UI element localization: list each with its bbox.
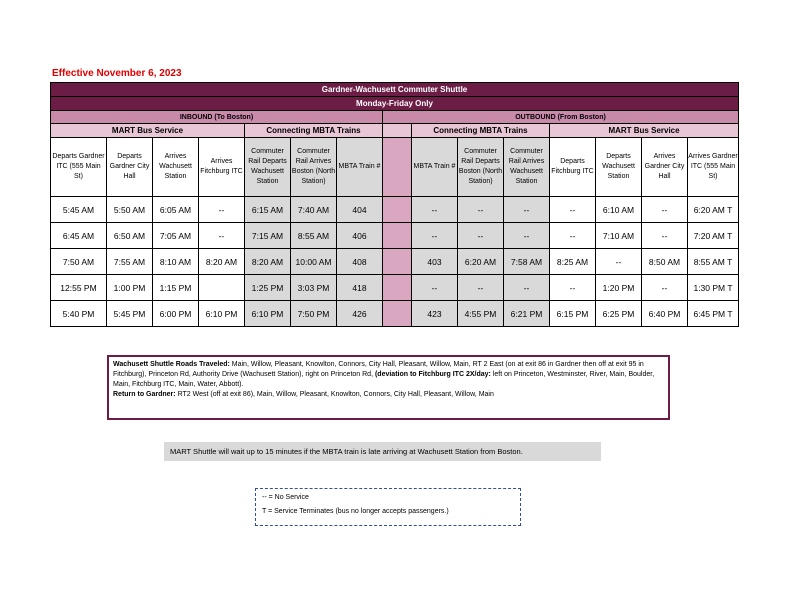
table-cell: 6:15 PM [550,301,596,327]
roads-traveled-box [107,355,670,420]
table-cell: 8:20 AM [199,249,245,275]
table-cell: 12:55 PM [51,275,107,301]
table-cell: 408 [337,249,383,275]
table-cell: 7:15 AM [245,223,291,249]
table-cell: -- [412,275,458,301]
table-cell: 6:25 PM [596,301,642,327]
table-cell: 6:45 PM T [688,301,739,327]
table-cell [383,301,412,327]
table-cell: -- [550,275,596,301]
table-cell: -- [199,223,245,249]
group-mbta-inbound: Connecting MBTA Trains [245,124,383,138]
group-mbta-outbound: Connecting MBTA Trains [412,124,550,138]
table-cell: 7:20 AM T [688,223,739,249]
column-header: Arrives Gardner City Hall [642,138,688,197]
group-mart-outbound: MART Bus Service [550,124,739,138]
column-header: Departs Gardner ITC (555 Main St) [51,138,107,197]
schedule-table [50,82,739,327]
table-cell: 8:25 AM [550,249,596,275]
inbound-label: INBOUND (To Boston) [51,111,383,124]
table-row [51,249,739,275]
table-cell: -- [550,197,596,223]
table-row [51,197,739,223]
table-cell: -- [458,197,504,223]
outbound-label: OUTBOUND (From Boston) [383,111,739,124]
table-cell: 404 [337,197,383,223]
roads-label: Wachusett Shuttle Roads Traveled: [113,361,230,368]
table-cell: 8:20 AM [245,249,291,275]
table-cell: 1:00 PM [107,275,153,301]
table-cell: -- [642,223,688,249]
table-row [51,301,739,327]
table-cell: 6:10 PM [199,301,245,327]
table-cell: 7:58 AM [504,249,550,275]
column-header: Arrives Fitchburg ITC [199,138,245,197]
table-cell: -- [504,223,550,249]
table-cell: 5:40 PM [51,301,107,327]
table-cell: 6:15 AM [245,197,291,223]
table-cell: 6:10 PM [245,301,291,327]
table-cell: 7:05 AM [153,223,199,249]
column-header: MBTA Train # [412,138,458,197]
effective-date: Effective November 6, 2023 [52,68,182,79]
table-cell [383,197,412,223]
table-cell [383,249,412,275]
table-row [51,275,739,301]
table-cell [199,275,245,301]
table-cell: 7:50 AM [51,249,107,275]
column-header: MBTA Train # [337,138,383,197]
table-cell: 6:10 AM [596,197,642,223]
table-title: Gardner-Wachusett Commuter Shuttle [51,83,739,97]
return-text: RT2 West (off at exit 86), Main, Willow, Pleasant, Knowlton, Connors, City Hall, Pleasant, Willow, Main [175,391,494,398]
table-cell: -- [550,223,596,249]
table-cell: 6:50 AM [107,223,153,249]
table-cell: -- [458,223,504,249]
table-cell: -- [642,275,688,301]
column-header: Arrives Wachusett Station [153,138,199,197]
table-cell: 8:50 AM [642,249,688,275]
table-cell: 5:50 AM [107,197,153,223]
table-cell: 423 [412,301,458,327]
table-cell: 6:45 AM [51,223,107,249]
table-cell: 7:40 AM [291,197,337,223]
table-cell: 1:30 PM T [688,275,739,301]
table-cell: 5:45 AM [51,197,107,223]
table-cell: 406 [337,223,383,249]
table-cell: 8:10 AM [153,249,199,275]
column-header: Departs Gardner City Hall [107,138,153,197]
table-cell: 6:40 PM [642,301,688,327]
table-cell: -- [199,197,245,223]
table-cell: 6:00 PM [153,301,199,327]
deviation-text: left on Princeton, Westminster, River, Main, Boulder, Main, Fitchburg ITC, Main, Water, Abbott). [113,371,655,388]
column-header: Commuter Rail Departs Wachusett Station [245,138,291,197]
column-header: Departs Wachusett Station [596,138,642,197]
column-header: Commuter Rail Arrives Wachusett Station [504,138,550,197]
table-cell: 1:15 PM [153,275,199,301]
column-header: Arrives Gardner ITC (555 Main St) [688,138,739,197]
table-cell: -- [458,275,504,301]
roads-text: Main, Willow, Pleasant, Knowlton, Connors, City Hall, Pleasant, Willow, Main, RT 2 East (on at exit 86 in Gardner then off at exit 95 in Fitchburg), Princeton Rd, Authority Drive (Wachusett Station), right on Princeton Rd, [113,361,644,378]
legend-no-service: -- = No Service [262,494,309,501]
table-cell: 418 [337,275,383,301]
table-cell: 7:55 AM [107,249,153,275]
table-cell: 7:10 AM [596,223,642,249]
table-cell: 426 [337,301,383,327]
table-cell: 7:50 PM [291,301,337,327]
table-cell: 403 [412,249,458,275]
table-cell: 8:55 AM [291,223,337,249]
table-cell: 5:45 PM [107,301,153,327]
table-cell [383,275,412,301]
table-cell: 6:05 AM [153,197,199,223]
legend-box [255,488,521,526]
table-cell: 1:20 PM [596,275,642,301]
table-cell: -- [412,223,458,249]
table-cell: 10:00 AM [291,249,337,275]
table-cell: -- [412,197,458,223]
table-cell: -- [642,197,688,223]
table-subtitle: Monday-Friday Only [51,97,739,111]
table-cell: 6:21 PM [504,301,550,327]
table-cell: 3:03 PM [291,275,337,301]
table-row [51,223,739,249]
table-cell: 6:20 AM [458,249,504,275]
column-header: Commuter Rail Arrives Boston (North Station) [291,138,337,197]
column-header [383,138,412,197]
table-cell: 4:55 PM [458,301,504,327]
return-label: Return to Gardner: [113,391,176,398]
table-cell: 6:20 AM T [688,197,739,223]
table-cell: -- [596,249,642,275]
table-cell: 8:55 AM T [688,249,739,275]
wait-note: MART Shuttle will wait up to 15 minutes if the MBTA train is late arriving at Wachusett Station from Boston. [164,442,601,461]
deviation-label: (deviation to Fitchburg ITC 2X/day: [374,371,491,378]
group-mart-inbound: MART Bus Service [51,124,245,138]
table-cell: -- [504,275,550,301]
table-cell [383,223,412,249]
table-cell: -- [504,197,550,223]
table-cell: 1:25 PM [245,275,291,301]
column-header: Commuter Rail Departs Boston (North Station) [458,138,504,197]
legend-terminates: T = Service Terminates (bus no longer accepts passengers.) [262,508,449,515]
column-header: Departs Fitchburg ITC [550,138,596,197]
